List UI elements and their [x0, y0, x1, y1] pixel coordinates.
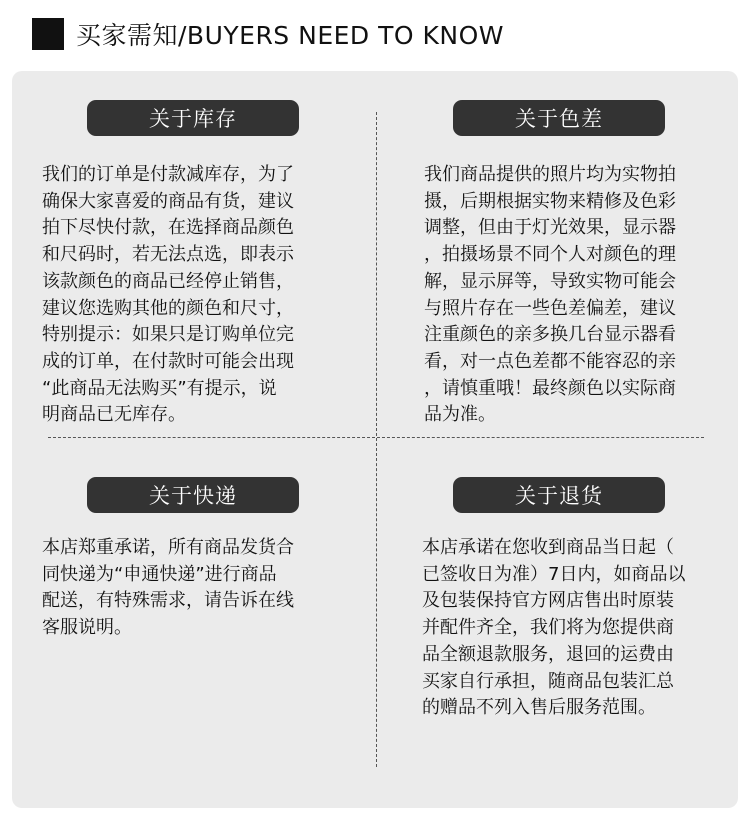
- text-line: 该款颜色的商品已经停止销售，: [42, 270, 294, 292]
- text-line: 明商品已无库存。: [42, 404, 186, 426]
- text-line: 和尺码时，若无法点选，即表示: [42, 244, 294, 266]
- text-line: 调整，但由于灯光效果，显示器: [424, 217, 676, 239]
- text-line: 品全额退款服务，退回的运费由: [422, 643, 674, 665]
- section-title-returns: 关于退货: [453, 477, 665, 513]
- horizontal-divider: [48, 437, 704, 438]
- text-line: 同快递为“申通快递”进行商品: [42, 563, 277, 585]
- text-line: 解，显示屏等，导致实物可能会: [424, 270, 676, 292]
- section-title-color: 关于色差: [453, 100, 665, 136]
- vertical-divider: [376, 112, 377, 767]
- text-line: ，请慎重哦！最终颜色以实际商: [424, 377, 676, 399]
- text-line: 已签收日为准）7日内，如商品以: [422, 563, 686, 585]
- section-body-returns: [422, 535, 685, 722]
- section-body-delivery: [42, 535, 294, 642]
- section-body-stock: [42, 162, 294, 429]
- text-line: 特别提示：如果只是订购单位完: [42, 324, 294, 346]
- text-line: 品为准。: [424, 404, 496, 426]
- text-line: 的赠品不列入售后服务范围。: [422, 697, 656, 719]
- text-line: 客服说明。: [42, 617, 132, 639]
- text-line: “此商品无法购买”有提示，说: [42, 377, 277, 399]
- text-line: 成的订单，在付款时可能会出现: [42, 350, 294, 372]
- text-line: 并配件齐全，我们将为您提供商: [422, 617, 674, 639]
- text-line: 及包装保持官方网店售出时原装: [422, 590, 674, 612]
- text-line: 本店承诺在您收到商品当日起（: [422, 537, 674, 558]
- text-line: 看，对一点色差都不能容忍的亲: [424, 350, 676, 372]
- section-title-delivery: 关于快递: [87, 477, 299, 513]
- text-line: 买家自行承担，随商品包装汇总: [422, 670, 674, 692]
- text-line: 摄，后期根据实物来精修及色彩: [424, 190, 676, 212]
- text-line: 我们商品提供的照片均为实物拍: [424, 164, 676, 185]
- text-line: 我们的订单是付款减库存，为了: [42, 164, 294, 185]
- section-title-stock: 关于库存: [87, 100, 299, 136]
- text-line: 拍下尽快付款，在选择商品颜色: [42, 217, 294, 239]
- text-line: 注重颜色的亲多换几台显示器看: [424, 324, 676, 346]
- text-line: 建议您选购其他的颜色和尺寸，: [42, 297, 294, 319]
- text-line: 与照片存在一些色差偏差，建议: [424, 297, 676, 319]
- header-square-icon: [32, 18, 64, 50]
- text-line: 确保大家喜爱的商品有货，建议: [42, 190, 294, 212]
- section-body-color: [424, 162, 676, 429]
- text-line: 配送，有特殊需求，请告诉在线: [42, 590, 294, 612]
- page-header: [32, 16, 504, 52]
- text-line: ，拍摄场景不同个人对颜色的理: [424, 244, 676, 266]
- text-line: 本店郑重承诺，所有商品发货合: [42, 537, 294, 558]
- page-title: 买家需知/BUYERS NEED TO KNOW: [76, 21, 505, 50]
